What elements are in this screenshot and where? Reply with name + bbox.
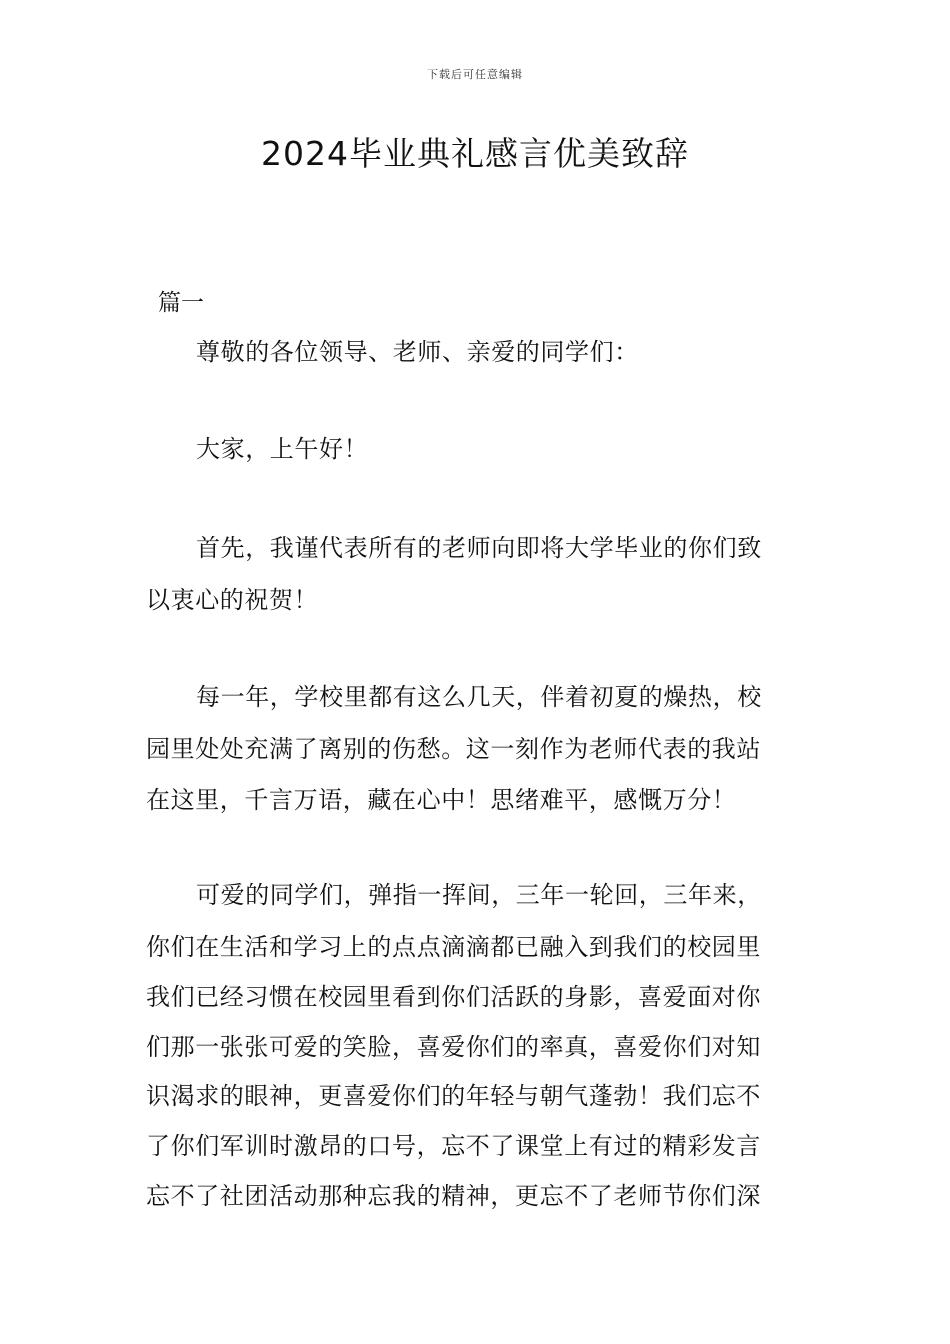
paragraph-line: 忘不了社团活动那种忘我的精神，更忘不了老师节你们深 [146,1182,761,1210]
salutation-line: 尊敬的各位领导、老师、亲爱的同学们： [196,338,639,366]
section-label: 篇一 [158,290,204,316]
paragraph-line: 可爱的同学们，弹指一挥间，三年一轮回，三年来， [196,881,762,909]
paragraph-line: 了你们军训时激昂的口号，忘不了课堂上有过的精彩发言 [146,1132,761,1160]
paragraph-line: 园里处处充满了离别的伤愁。这一刻作为老师代表的我站 [146,735,761,763]
document-title: 2024毕业典礼感言优美致辞 [261,134,689,173]
paragraph-line: 我们已经习惯在校园里看到你们活跃的身影，喜爱面对你 [146,983,761,1011]
greeting-line: 大家，上午好！ [196,435,369,463]
paragraph-line: 首先，我谨代表所有的老师向即将大学毕业的你们致 [196,534,762,562]
paragraph-line: 们那一张张可爱的笑脸，喜爱你们的率真，喜爱你们对知 [146,1033,761,1061]
paragraph-line: 每一年，学校里都有这么几天，伴着初夏的燥热，校 [196,683,762,711]
paragraph-line: 识渴求的眼神，更喜爱你们的年轻与朝气蓬勃！我们忘不 [146,1082,761,1110]
page-header-note: 下载后可任意编辑 [427,68,523,81]
paragraph-line: 以衷心的祝贺！ [146,586,319,614]
paragraph-line: 在这里，千言万语，藏在心中！思绪难平，感慨万分！ [146,786,737,814]
paragraph-line: 你们在生活和学习上的点点滴滴都已融入到我们的校园里 [146,933,761,961]
